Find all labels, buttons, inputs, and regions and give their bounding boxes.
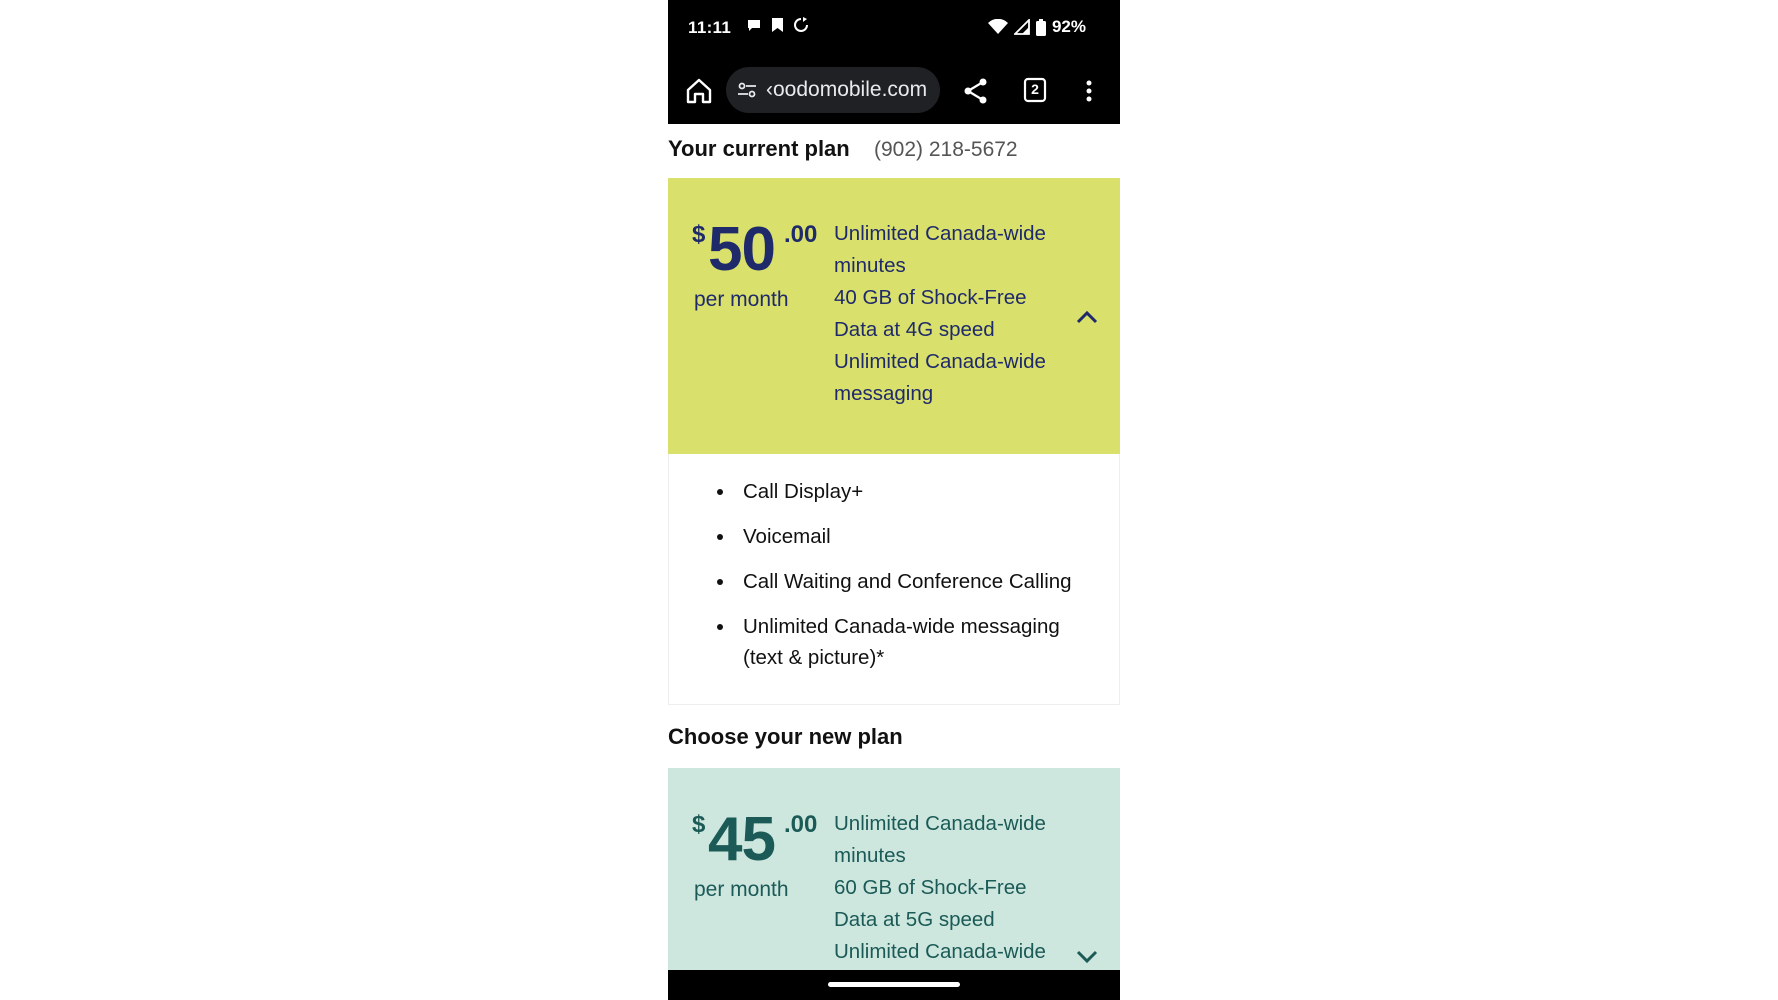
feature-item: Unlimited Canada-wide minutes [834,222,1046,277]
bookmark-icon [771,17,784,33]
phone-screen [668,0,1120,1000]
addon-item: Call Display+ [717,476,1097,507]
price-whole: 45 [708,805,775,874]
chat-icon [746,17,762,33]
menu-icon[interactable] [1081,76,1097,106]
chevron-down-icon[interactable] [1076,950,1098,964]
current-plan-addons [668,454,1120,705]
current-plan-price [692,215,818,286]
price-whole: 50 [708,215,775,284]
tab-count: 2 [1031,81,1039,97]
sync-icon [793,17,809,33]
price-symbol: $ [692,811,706,838]
battery-percent: 92% [1051,17,1086,36]
browser-toolbar [668,58,1120,124]
price-symbol: $ [692,221,706,248]
url-text: ‹oodomobile.com [766,78,928,101]
phone-number: (902) 218-5672 [874,138,1018,161]
home-icon[interactable] [684,76,714,106]
share-icon[interactable] [961,76,991,106]
current-plan-header [668,136,1120,170]
system-icons [988,17,1086,37]
site-settings-icon[interactable] [736,79,758,101]
price-period: per month [694,288,789,311]
feature-item: 60 GB of Shock-Free Data at 5G speed [834,876,1027,931]
home-gesture-handle[interactable] [828,982,960,987]
navigation-bar [668,970,1120,1000]
battery-icon [1036,19,1046,36]
current-plan-features [834,218,1074,410]
new-plan-features [834,808,1074,968]
new-plan-price [692,805,818,876]
current-plan-title: Your current plan [668,136,850,161]
notification-icons [746,17,809,33]
feature-item: 40 GB of Shock-Free Data at 4G speed [834,286,1027,341]
address-bar[interactable] [726,67,940,113]
new-plan-title: Choose your new plan [668,724,903,749]
price-cents: .00 [784,221,818,248]
signal-icon [1014,19,1030,35]
chevron-up-icon[interactable] [1076,310,1098,324]
feature-item: Unlimited Canada-wide [834,940,1046,963]
new-plan-card[interactable] [668,768,1120,978]
price-cents: .00 [784,811,818,838]
status-bar [668,0,1120,58]
wifi-icon [988,19,1008,35]
feature-item: Unlimited Canada-wide messaging [834,350,1046,405]
addon-item: Call Waiting and Conference Calling [717,566,1097,597]
price-period: per month [694,878,789,901]
current-plan-card[interactable] [668,178,1120,454]
tabs-icon[interactable] [1021,76,1049,104]
feature-item: Unlimited Canada-wide minutes [834,812,1046,867]
status-time: 11:11 [688,18,732,37]
addon-item: Voicemail [717,521,1097,552]
addon-item: Unlimited Canada-wide messaging (text & picture)* [717,611,1097,673]
